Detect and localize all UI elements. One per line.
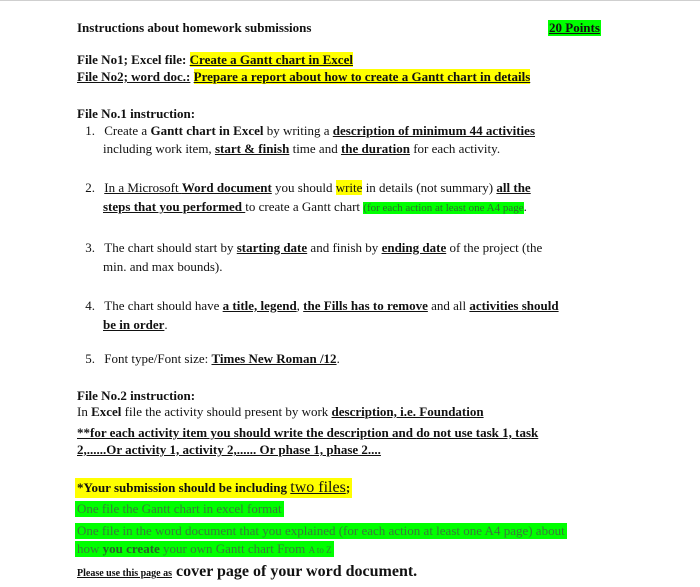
text: Times New Roman /12 <box>211 351 337 366</box>
text: ending date <box>381 240 447 255</box>
text: how <box>77 541 103 556</box>
list-item-1-line1 <box>77 123 535 139</box>
file2-instruction-line2 <box>77 425 538 441</box>
text: Gantt chart in Excel <box>150 123 264 138</box>
text: your own Gantt chart From <box>159 541 309 556</box>
text: (for each action at least one A4 page <box>363 202 524 214</box>
text: . <box>336 351 340 366</box>
text: ; <box>345 480 351 495</box>
list-item-3-line1 <box>77 240 542 256</box>
text: A to Z <box>308 545 332 555</box>
list-item-2-line1 <box>77 180 531 196</box>
text: all the <box>496 180 531 195</box>
text: In a Microsoft <box>104 180 182 195</box>
file1-task: Create a Gantt chart in Excel <box>189 52 353 67</box>
submission-heading <box>75 478 352 498</box>
file1-prefix: File No1; Excel file: <box>77 52 187 67</box>
text: do not use task 1, task <box>416 425 539 440</box>
text: the Fills has to remove <box>303 298 428 313</box>
text: a title, legend <box>222 298 297 313</box>
file2-instruction-line3: 2,......Or activity 1, activity 2,...... Or phase 1, phase 2.... <box>77 442 381 457</box>
text: by writing a <box>263 123 333 138</box>
list-number: 5. <box>85 351 95 366</box>
text: in details (not summary) <box>362 180 497 195</box>
text: steps that you performed <box>103 199 246 214</box>
list-item-3-line2 <box>103 259 223 275</box>
file2-instruction-line1 <box>77 404 484 420</box>
text: you create <box>102 541 160 556</box>
text: time and <box>289 141 341 156</box>
text: description, i.e. Foundation <box>331 404 484 419</box>
text: and finish by <box>307 240 382 255</box>
text: description of minimum 44 activities <box>332 123 536 138</box>
text: The chart should have <box>104 298 223 313</box>
list-number: 2. <box>85 180 95 195</box>
text: activities should <box>469 298 559 313</box>
submission-file1: One file the Gantt chart in excel format <box>77 501 282 516</box>
top-border <box>0 0 700 1</box>
text: and all <box>427 298 470 313</box>
cover-page-note <box>77 563 417 581</box>
text: write <box>335 180 363 195</box>
file2-prefix: File No2; word doc.: <box>77 69 191 84</box>
text: . <box>164 317 168 332</box>
list-item-4-line1 <box>77 298 559 314</box>
list-item-4-line2 <box>103 317 168 333</box>
list-item-5-line1 <box>77 351 340 367</box>
file2-instruction-heading: File No.2 instruction: <box>77 388 196 403</box>
text: starting date <box>236 240 308 255</box>
list-item-1-line2 <box>103 141 500 157</box>
text: *Your submission should be including <box>77 480 291 495</box>
text: including work item, <box>103 141 215 156</box>
text: be in order <box>103 317 165 332</box>
text: start & finish <box>214 141 290 156</box>
text: min. and max bounds). <box>103 259 223 274</box>
text: of the project (the <box>446 240 543 255</box>
text: **for each activity item you should write the description and <box>77 425 417 440</box>
file1-line <box>77 52 353 68</box>
document-title: Instructions about homework submissions <box>77 20 312 35</box>
text: , <box>296 298 304 313</box>
file1-instruction-heading: File No.1 instruction: <box>77 106 196 121</box>
text: two files <box>290 479 346 496</box>
list-number: 3. <box>85 240 95 255</box>
text: you should <box>271 180 336 195</box>
points-badge: 20 Points <box>549 20 600 35</box>
submission-file2-line1: One file in the word document that you explained (for each action at least one A4 page) about <box>77 523 565 538</box>
file2-line <box>77 69 530 85</box>
text: for each activity. <box>409 141 501 156</box>
text: Please use this page as <box>77 568 172 579</box>
text: The chart should start by <box>104 240 237 255</box>
text: . <box>523 199 527 214</box>
text: file the activity should present by work <box>121 404 332 419</box>
text: cover page of your word document. <box>172 563 418 580</box>
text: the duration <box>340 141 410 156</box>
list-number: 4. <box>85 298 95 313</box>
text: In <box>77 404 92 419</box>
text: to create a Gantt chart <box>245 199 364 214</box>
text: Font type/Font size: <box>104 351 212 366</box>
submission-file2-line2 <box>75 541 334 557</box>
list-item-2-line2 <box>103 199 527 215</box>
text: Word document <box>181 180 272 195</box>
file2-task: Prepare a report about how to create a Gantt chart in details <box>193 69 531 84</box>
text: Create a <box>104 123 151 138</box>
text: Excel <box>91 404 122 419</box>
list-number: 1. <box>85 123 95 138</box>
